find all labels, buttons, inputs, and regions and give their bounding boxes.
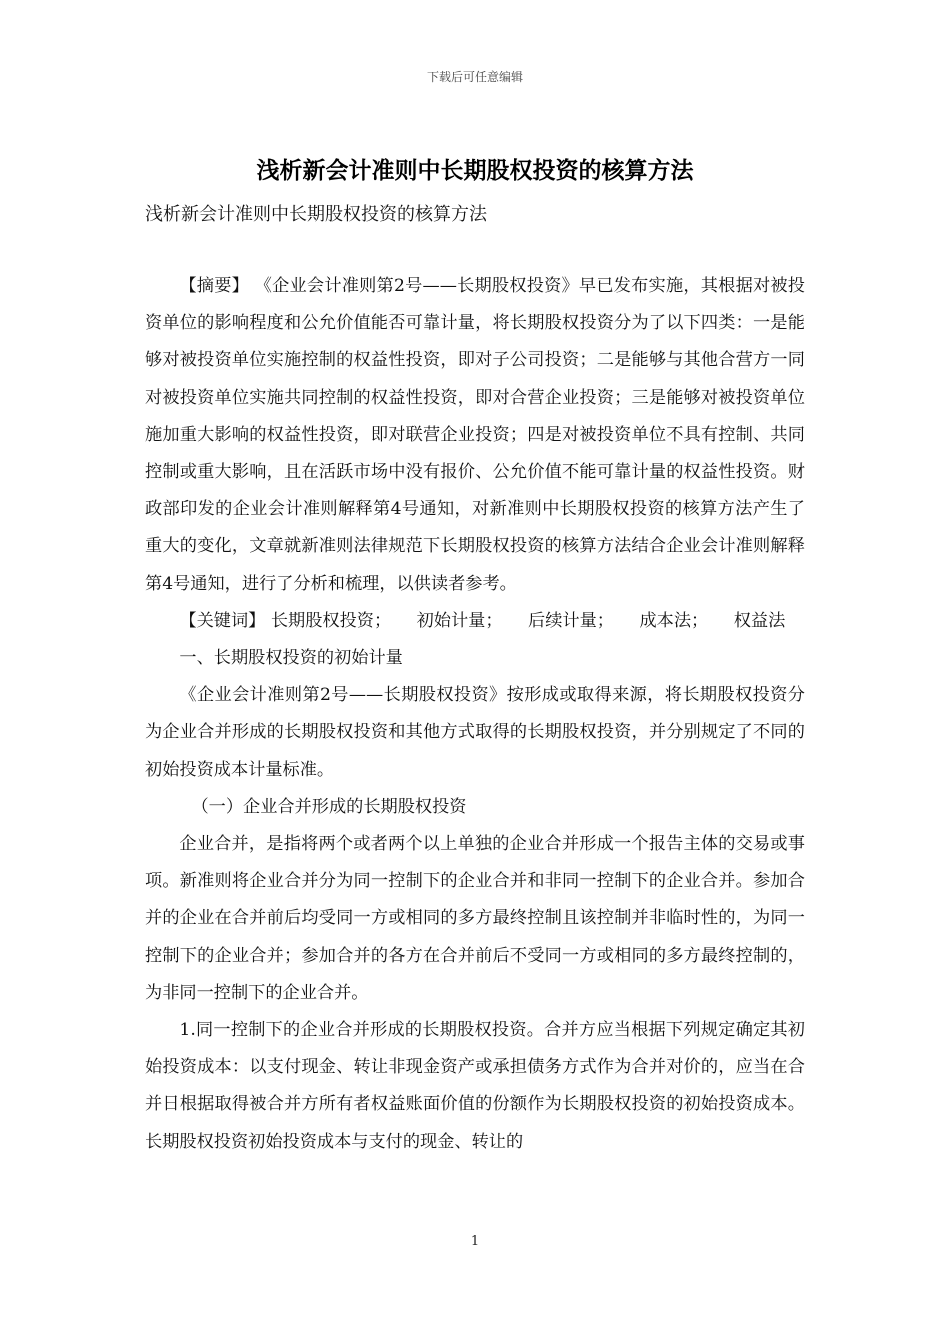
keyword-item: 成本法； <box>639 610 709 631</box>
keyword-item: 初始计量； <box>416 610 503 631</box>
keywords-line <box>145 603 805 640</box>
section-paragraph: 《企业会计准则第2号——长期股权投资》按形成或取得来源，将长期股权投资分为企业合并形成的长期股权投资和其他方式取得的长期股权投资，并分别规定了不同的初始投资成本计量标准。 <box>145 685 805 780</box>
subsection-paragraph: 企业合并，是指将两个或者两个以上单独的企业合并形成一个报告主体的交易或事项。新准则将企业合并分为同一控制下的企业合并和非同一控制下的企业合并。参加合并的企业在合并前后均受同一方或相同的多方最终控制且该控制并非临时性的，为同一控制下的企业合并；参加合并的各方在合并前后不受同一方或相同的多方最终控制的，为非同一控制下的企业合并。 <box>145 834 805 1003</box>
document-body <box>145 268 805 1161</box>
section-heading: 一、长期股权投资的初始计量 <box>179 648 403 669</box>
abstract-paragraph: 【摘要】 《企业会计准则第2号——长期股权投资》早已发布实施，其根据对被投资单位的影响程度和公允价值能否可靠计量，将长期股权投资分为了以下四类：一是能够对被投资单位实施控制的权益性投资，即对子公司投资；二是能够与其他合营方一同对被投资单位实施共同控制的权益性投资，即对合营企业投资；三是能够对被投资单位施加重大影响的权益性投资，即对联营企业投资；四是对被投资单位不具有控制、共同控制或重大影响，且在活跃市场中没有报价、公允价值不能可靠计量的权益性投资。财政部印发的企业会计准则解释第4号通知，对新准则中长期股权投资的核算方法产生了重大的变化，文章就新准则法律规范下长期股权投资的核算方法结合企业会计准则解释第4号通知，进行了分析和梳理，以供读者参考。 <box>145 276 805 594</box>
keyword-item: 权益法 <box>733 610 786 631</box>
header-note: 下载后可任意编辑 <box>426 70 523 84</box>
keywords-label: 【关键词】 <box>179 610 266 631</box>
keyword-item: 长期股权投资； <box>270 610 392 631</box>
page-number: 1 <box>470 1234 480 1249</box>
keyword-item: 后续计量； <box>528 610 614 631</box>
document-title: 浅析新会计准则中长期股权投资的核算方法 <box>256 158 694 184</box>
subsection-heading: （一）企业合并形成的长期股权投资 <box>191 796 467 817</box>
item-paragraph: 1.同一控制下的企业合并形成的长期股权投资。合并方应当根据下列规定确定其初始投资成本：以支付现金、转让非现金资产或承担债务方式作为合并对价的，应当在合并日根据取得被合并方所有者权益账面价值的份额作为长期股权投资的初始投资成本。长期股权投资初始投资成本与支付的现金、转让的 <box>145 1020 805 1152</box>
document-subtitle: 浅析新会计准则中长期股权投资的核算方法 <box>145 204 487 225</box>
